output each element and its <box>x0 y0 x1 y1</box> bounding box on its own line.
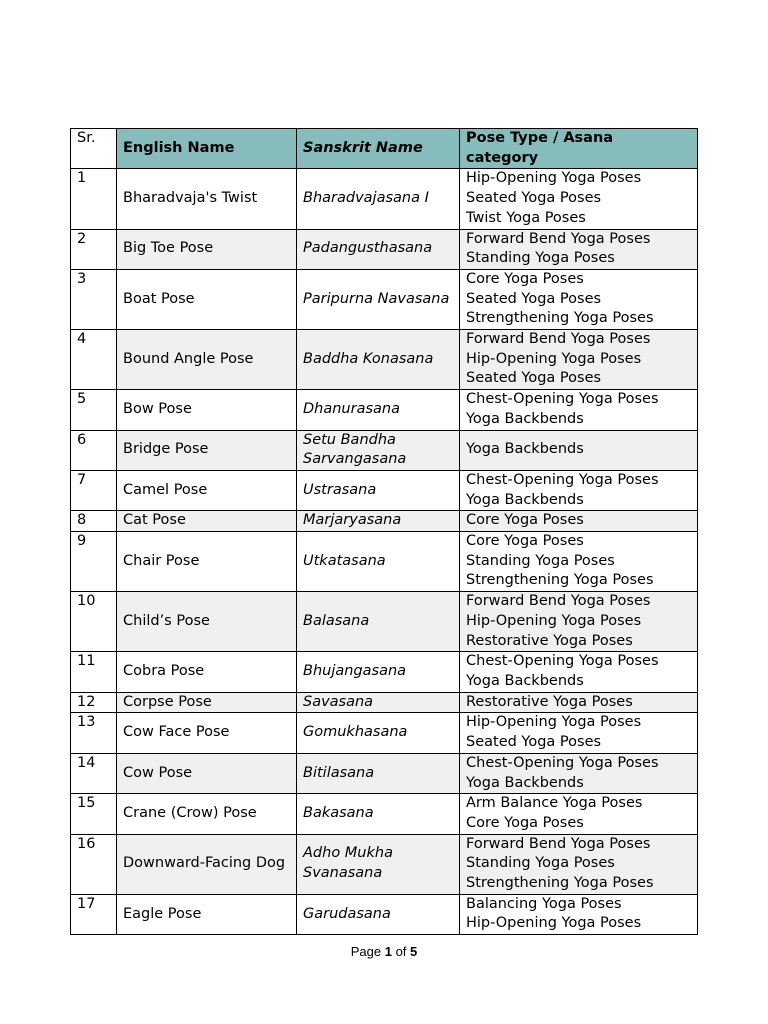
table-row <box>71 692 698 713</box>
cell-sr: 12 <box>71 692 117 713</box>
cell-sanskrit-name: Marjaryasana <box>297 511 460 532</box>
cell-sr: 9 <box>71 532 117 592</box>
pose-type-entry: Chest-Opening Yoga Poses <box>466 653 659 670</box>
pose-type-entry: Hip-Opening Yoga Poses <box>466 350 642 367</box>
cell-english-name: Child’s Pose <box>117 592 297 652</box>
pose-type-entry: Core Yoga Poses <box>466 270 584 287</box>
cell-pose-type <box>460 269 698 329</box>
header-pose-type-line1: Pose Type / Asana <box>466 130 614 146</box>
table-row <box>71 652 698 692</box>
pose-type-entry: Core Yoga Poses <box>466 512 584 529</box>
cell-english-name: Big Toe Pose <box>117 229 297 269</box>
pose-type-entry: Seated Yoga Poses <box>466 734 602 751</box>
pose-type-entry: Yoga Backbends <box>466 672 584 689</box>
table-row <box>71 511 698 532</box>
table-row <box>71 894 698 934</box>
cell-pose-type <box>460 390 698 430</box>
pose-type-entry: Chest-Opening Yoga Poses <box>466 391 659 408</box>
table-row <box>71 753 698 793</box>
cell-sr: 17 <box>71 894 117 934</box>
cell-english-name: Corpse Pose <box>117 692 297 713</box>
pose-type-entry: Strengthening Yoga Poses <box>466 875 654 892</box>
pose-type-entry: Forward Bend Yoga Poses <box>466 593 651 610</box>
cell-sanskrit-name: Baddha Konasana <box>297 330 460 390</box>
pose-type-entry: Seated Yoga Poses <box>466 190 602 207</box>
table-row <box>71 532 698 592</box>
header-pose-type <box>460 129 698 169</box>
cell-sanskrit-name: Utkatasana <box>297 532 460 592</box>
cell-pose-type <box>460 834 698 894</box>
cell-sanskrit-name: Setu Bandha Sarvangasana <box>297 430 460 470</box>
table-header-row <box>71 129 698 169</box>
table-row <box>71 834 698 894</box>
cell-sr: 6 <box>71 430 117 470</box>
cell-sr: 1 <box>71 169 117 229</box>
pose-type-entry: Restorative Yoga Poses <box>466 632 633 649</box>
cell-sanskrit-name: Ustrasana <box>297 470 460 510</box>
cell-pose-type <box>460 894 698 934</box>
table-body <box>71 169 698 935</box>
table-row <box>71 794 698 834</box>
cell-pose-type <box>460 794 698 834</box>
cell-english-name: Crane (Crow) Pose <box>117 794 297 834</box>
pose-type-entry: Yoga Backbends <box>466 491 584 508</box>
header-sr: Sr. <box>71 129 117 169</box>
pose-type-entry: Chest-Opening Yoga Poses <box>466 754 659 771</box>
cell-english-name: Cobra Pose <box>117 652 297 692</box>
pose-type-entry: Forward Bend Yoga Poses <box>466 835 651 852</box>
cell-pose-type <box>460 169 698 229</box>
cell-pose-type <box>460 511 698 532</box>
pose-type-entry: Chest-Opening Yoga Poses <box>466 471 659 488</box>
pose-type-entry: Forward Bend Yoga Poses <box>466 331 651 348</box>
cell-sr: 5 <box>71 390 117 430</box>
page-footer <box>0 944 768 959</box>
cell-pose-type <box>460 470 698 510</box>
cell-english-name: Bow Pose <box>117 390 297 430</box>
table-row <box>71 169 698 229</box>
pose-type-entry: Yoga Backbends <box>466 774 584 791</box>
cell-english-name: Bound Angle Pose <box>117 330 297 390</box>
cell-sanskrit-name: Bitilasana <box>297 753 460 793</box>
cell-sanskrit-name: Savasana <box>297 692 460 713</box>
pose-type-entry: Yoga Backbends <box>466 441 584 458</box>
pose-type-entry: Standing Yoga Poses <box>466 552 615 569</box>
table-row <box>71 430 698 470</box>
cell-sr: 8 <box>71 511 117 532</box>
pose-type-entry: Standing Yoga Poses <box>466 250 615 267</box>
yoga-pose-table <box>70 128 698 935</box>
header-english-name: English Name <box>117 129 297 169</box>
cell-sanskrit-name: Balasana <box>297 592 460 652</box>
pose-type-entry: Strengthening Yoga Poses <box>466 310 654 327</box>
table-row <box>71 269 698 329</box>
cell-sr: 3 <box>71 269 117 329</box>
cell-pose-type <box>460 229 698 269</box>
cell-sr: 10 <box>71 592 117 652</box>
footer-page-word: Page <box>350 944 382 959</box>
cell-sanskrit-name: Bhujangasana <box>297 652 460 692</box>
cell-pose-type <box>460 532 698 592</box>
pose-type-entry: Seated Yoga Poses <box>466 370 602 387</box>
table-row <box>71 390 698 430</box>
pose-type-entry: Forward Bend Yoga Poses <box>466 230 651 247</box>
pose-type-entry: Restorative Yoga Poses <box>466 693 633 710</box>
footer-of-word: of <box>395 944 407 959</box>
cell-sanskrit-name: Bharadvajasana I <box>297 169 460 229</box>
cell-sanskrit-name: Padangusthasana <box>297 229 460 269</box>
pose-type-entry: Arm Balance Yoga Poses <box>466 795 643 812</box>
pose-type-entry: Yoga Backbends <box>466 410 584 427</box>
header-sanskrit-name: Sanskrit Name <box>297 129 460 169</box>
cell-pose-type <box>460 713 698 753</box>
cell-english-name: Boat Pose <box>117 269 297 329</box>
cell-english-name: Eagle Pose <box>117 894 297 934</box>
pose-type-entry: Twist Yoga Poses <box>466 209 586 226</box>
pose-type-entry: Core Yoga Poses <box>466 533 584 550</box>
cell-sr: 13 <box>71 713 117 753</box>
cell-english-name: Cat Pose <box>117 511 297 532</box>
cell-english-name: Downward-Facing Dog <box>117 834 297 894</box>
cell-sanskrit-name: Gomukhasana <box>297 713 460 753</box>
cell-sr: 15 <box>71 794 117 834</box>
pose-type-entry: Hip-Opening Yoga Poses <box>466 714 642 731</box>
pose-type-entry: Core Yoga Poses <box>466 814 584 831</box>
cell-sanskrit-name: Bakasana <box>297 794 460 834</box>
cell-english-name: Camel Pose <box>117 470 297 510</box>
cell-sanskrit-name: Dhanurasana <box>297 390 460 430</box>
table-row <box>71 592 698 652</box>
table-row <box>71 713 698 753</box>
table-row <box>71 229 698 269</box>
cell-english-name: Bharadvaja's Twist <box>117 169 297 229</box>
cell-sanskrit-name: Paripurna Navasana <box>297 269 460 329</box>
cell-sr: 16 <box>71 834 117 894</box>
cell-sr: 14 <box>71 753 117 793</box>
footer-total-pages: 5 <box>410 944 418 959</box>
table-row <box>71 470 698 510</box>
cell-pose-type <box>460 430 698 470</box>
cell-sr: 7 <box>71 470 117 510</box>
cell-english-name: Cow Pose <box>117 753 297 793</box>
pose-type-entry: Hip-Opening Yoga Poses <box>466 915 642 932</box>
pose-type-entry: Balancing Yoga Poses <box>466 895 622 912</box>
cell-pose-type <box>460 692 698 713</box>
cell-sanskrit-name: Adho Mukha Svanasana <box>297 834 460 894</box>
footer-current-page: 1 <box>384 944 392 959</box>
cell-english-name: Chair Pose <box>117 532 297 592</box>
pose-type-entry: Hip-Opening Yoga Poses <box>466 612 642 629</box>
cell-sr: 2 <box>71 229 117 269</box>
cell-english-name: Cow Face Pose <box>117 713 297 753</box>
cell-sanskrit-name: Garudasana <box>297 894 460 934</box>
pose-type-entry: Hip-Opening Yoga Poses <box>466 170 642 187</box>
table-row <box>71 330 698 390</box>
header-pose-type-line2: category <box>466 149 539 166</box>
cell-pose-type <box>460 592 698 652</box>
cell-sr: 4 <box>71 330 117 390</box>
cell-sr: 11 <box>71 652 117 692</box>
pose-type-entry: Seated Yoga Poses <box>466 290 602 307</box>
cell-pose-type <box>460 652 698 692</box>
pose-type-entry: Strengthening Yoga Poses <box>466 572 654 589</box>
cell-pose-type <box>460 330 698 390</box>
cell-english-name: Bridge Pose <box>117 430 297 470</box>
pose-type-entry: Standing Yoga Poses <box>466 855 615 872</box>
cell-pose-type <box>460 753 698 793</box>
